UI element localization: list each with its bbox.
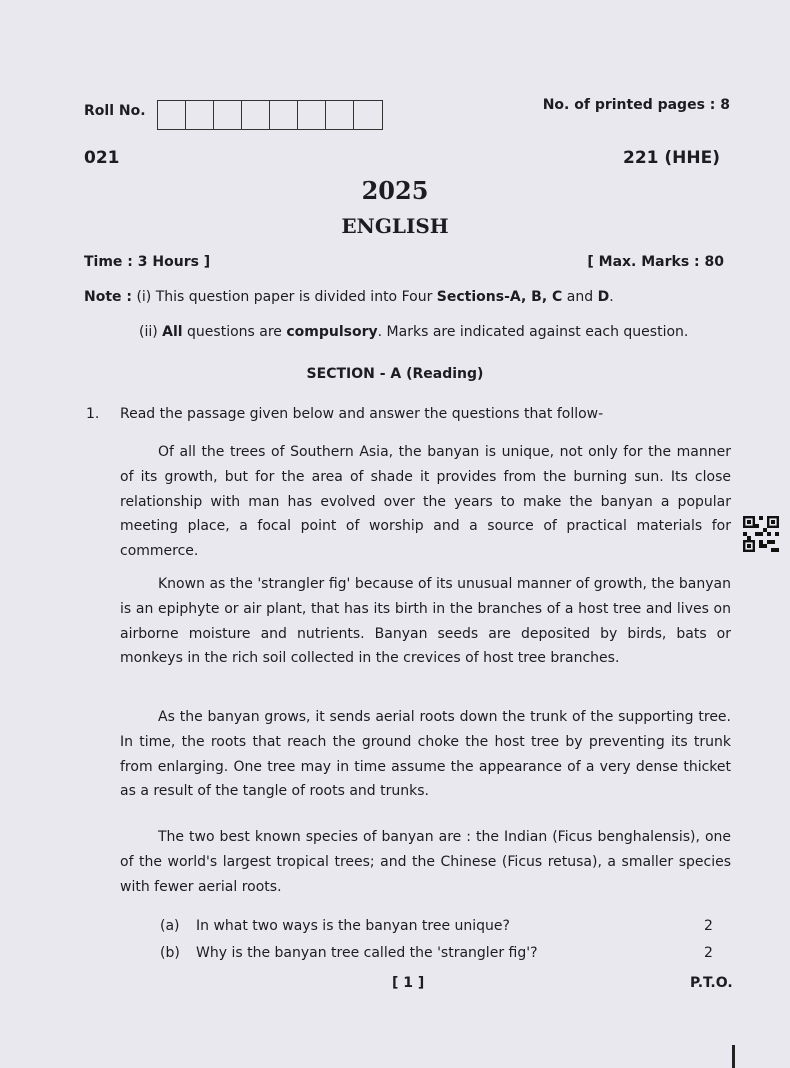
note-1-section-d: D <box>597 289 610 305</box>
section-a-title: SECTION - A (Reading) <box>306 366 484 382</box>
paper-code-left: 021 <box>84 148 120 168</box>
passage-paragraph-2: Known as the 'strangler fig' because of its unusual manner of growth, the banyan is an epiphyte or air plant, that has its birth in the branches of a host tree and lives on airborne moisture and nutrients. Banyan seeds are deposited by birds, bats or monkeys in the rich soil collected in the crevices of host tree branches. <box>120 576 731 667</box>
max-marks: [ Max. Marks : 80 <box>587 254 724 270</box>
note-1-sections: Sections-A, B, C <box>436 289 563 305</box>
passage-paragraph-3: As the banyan grows, it sends aerial roots down the trunk of the supporting tree. In time, the roots that reach the ground choke the host tree by preventing its trunk from enlarging. One tree may in time assume the appearance of a very dense thicket as a result of the tangle of roots and trunks. <box>120 709 731 800</box>
roll-number-boxes <box>157 100 383 130</box>
note-1-end: . <box>609 289 614 305</box>
exam-year: 2025 <box>361 176 429 205</box>
note-2-prefix: (ii) <box>139 324 163 340</box>
page-number: [ 1 ] <box>392 975 425 991</box>
sub-question-b <box>160 945 538 961</box>
roll-number-label: Roll No. <box>84 103 146 119</box>
roll-number-box <box>270 101 298 129</box>
sub-question-label: (a) <box>160 918 180 934</box>
note-line-2 <box>139 324 688 340</box>
roll-number-box <box>298 101 326 129</box>
sub-question-b-marks: 2 <box>704 945 713 961</box>
printed-pages: No. of printed pages : 8 <box>542 97 730 113</box>
question-instruction: Read the passage given below and answer the questions that follow- <box>120 406 604 422</box>
sub-question-text: Why is the banyan tree called the 'strangler fig'? <box>196 945 538 961</box>
paper-code-right: 221 (HHE) <box>622 148 720 168</box>
sub-question-a <box>160 918 510 934</box>
scan-edge-mark <box>732 1045 735 1068</box>
note-2-compulsory: compulsory <box>286 324 378 340</box>
passage-paragraph-4: The two best known species of banyan are : the Indian (Ficus benghalensis), one of the world's largest tropical trees; and the Chinese (Ficus retusa), a smaller species with fewer aerial roots. <box>120 829 731 895</box>
roll-number-box <box>354 101 382 129</box>
time-allowed: Time : 3 Hours ] <box>84 254 211 270</box>
note-2-end: . Marks are indicated against each question. <box>377 324 689 340</box>
note-2-mid: questions are <box>182 324 287 340</box>
subject-title: ENGLISH <box>341 214 449 238</box>
roll-number-box <box>326 101 354 129</box>
note-label: Note : <box>84 289 132 305</box>
qr-code-icon <box>743 516 779 552</box>
roll-number-box <box>242 101 270 129</box>
passage-paragraph-1: Of all the trees of Southern Asia, the banyan is unique, not only for the manner of its growth, but for the area of shade it provides from the burning sun. Its close relationship with man has evolved over the years to make the banyan a popular meeting place, a focal point of worship and a source of practical materials for commerce. <box>120 444 731 560</box>
roll-number-box <box>158 101 186 129</box>
note-1-text: (i) This question paper is divided into Four <box>136 289 437 305</box>
roll-number-box <box>186 101 214 129</box>
question-number: 1. <box>86 406 100 422</box>
roll-number-box <box>214 101 242 129</box>
please-turn-over: P.T.O. <box>690 975 733 991</box>
sub-question-label: (b) <box>160 945 180 961</box>
note-line-1 <box>84 289 614 305</box>
note-2-all: All <box>162 324 183 340</box>
sub-question-text: In what two ways is the banyan tree unique? <box>196 918 510 934</box>
sub-question-a-marks: 2 <box>704 918 713 934</box>
note-1-and: and <box>562 289 598 305</box>
